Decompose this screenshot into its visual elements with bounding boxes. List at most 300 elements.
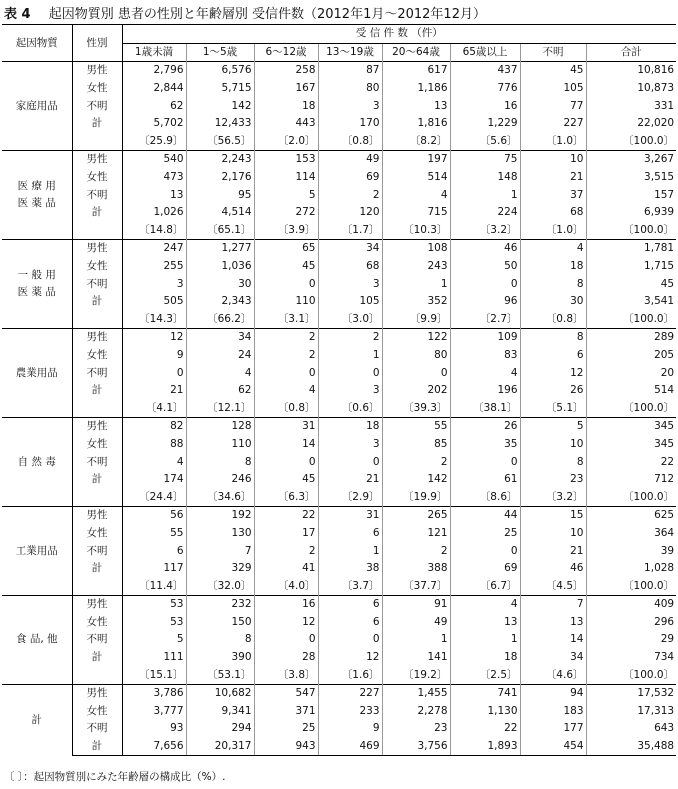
- value-cell: 〔11.4〕: [122, 577, 186, 595]
- value-cell: 77: [520, 97, 586, 115]
- value-cell: 547: [254, 684, 318, 702]
- value-cell: 〔3.7〕: [318, 577, 382, 595]
- value-cell: 2: [318, 186, 382, 204]
- value-cell: 46: [450, 240, 520, 258]
- value-cell: 〔9.9〕: [382, 311, 450, 329]
- table-row: [2, 525, 676, 543]
- table-row: [2, 399, 676, 417]
- value-cell: 3: [318, 382, 382, 400]
- value-cell: 1,026: [122, 204, 186, 222]
- value-cell: 44: [450, 507, 520, 525]
- value-cell: 〔3.9〕: [254, 222, 318, 240]
- value-cell: 1: [318, 542, 382, 560]
- value-cell: 6,576: [186, 62, 254, 80]
- substance-name-line: 一 般 用: [17, 269, 56, 282]
- value-cell: 2,243: [186, 151, 254, 169]
- sex-cell: 女性: [72, 703, 122, 721]
- substance-group-label: [2, 684, 72, 755]
- value-cell: 514: [382, 169, 450, 187]
- value-cell: 108: [382, 240, 450, 258]
- table-row: [2, 471, 676, 489]
- value-cell: 〔4.0〕: [254, 577, 318, 595]
- value-cell: 505: [122, 293, 186, 311]
- value-cell: 715: [382, 204, 450, 222]
- value-cell: 〔4.6〕: [520, 666, 586, 684]
- value-cell: 〔6.3〕: [254, 488, 318, 506]
- value-cell: 68: [520, 204, 586, 222]
- value-cell: 17,532: [586, 684, 676, 702]
- value-cell: 〔2.0〕: [254, 133, 318, 151]
- sex-cell: 計: [72, 471, 122, 489]
- value-cell: 45: [586, 275, 676, 293]
- sex-cell: 女性: [72, 614, 122, 632]
- value-cell: 643: [586, 720, 676, 738]
- value-cell: 〔37.7〕: [382, 577, 450, 595]
- table-row: [2, 151, 676, 169]
- table-row: [2, 169, 676, 187]
- table-row: [2, 62, 676, 80]
- value-cell: 88: [122, 436, 186, 454]
- value-cell: 243: [382, 258, 450, 276]
- value-cell: 3,515: [586, 169, 676, 187]
- sex-header: 性別: [72, 25, 122, 62]
- sex-cell: [72, 222, 122, 240]
- value-cell: 34: [186, 329, 254, 347]
- table-row: [2, 347, 676, 365]
- value-cell: 46: [520, 560, 586, 578]
- value-cell: 0: [254, 364, 318, 382]
- value-cell: 1: [450, 186, 520, 204]
- value-cell: 142: [382, 471, 450, 489]
- value-cell: 289: [586, 329, 676, 347]
- value-cell: 26: [520, 382, 586, 400]
- value-cell: 〔1.6〕: [318, 666, 382, 684]
- sex-cell: 計: [72, 115, 122, 133]
- value-cell: 227: [318, 684, 382, 702]
- table-row: [2, 666, 676, 684]
- value-cell: 12: [318, 649, 382, 667]
- value-cell: 〔65.1〕: [186, 222, 254, 240]
- value-cell: 3,756: [382, 738, 450, 756]
- age-column-header: 6～12歳: [254, 43, 318, 62]
- substance-group-label: [2, 240, 72, 329]
- value-cell: 196: [450, 382, 520, 400]
- value-cell: 12: [122, 329, 186, 347]
- value-cell: 0: [122, 364, 186, 382]
- value-cell: 〔2.7〕: [450, 311, 520, 329]
- substance-group-label: [2, 507, 72, 596]
- value-cell: 〔3.8〕: [254, 666, 318, 684]
- value-cell: 5,715: [186, 80, 254, 98]
- value-cell: 1,893: [450, 738, 520, 756]
- value-cell: 1,715: [586, 258, 676, 276]
- value-cell: 625: [586, 507, 676, 525]
- table-row: [2, 596, 676, 614]
- table-row: [2, 684, 676, 702]
- sex-cell: 男性: [72, 62, 122, 80]
- value-cell: 3,541: [586, 293, 676, 311]
- value-cell: 247: [122, 240, 186, 258]
- value-cell: 0: [318, 453, 382, 471]
- value-cell: 69: [450, 560, 520, 578]
- value-cell: 8: [186, 453, 254, 471]
- value-cell: 4: [122, 453, 186, 471]
- sex-cell: 不明: [72, 720, 122, 738]
- sex-cell: 不明: [72, 542, 122, 560]
- table-row: [2, 507, 676, 525]
- age-column-header: 1～5歳: [186, 43, 254, 62]
- value-cell: 232: [186, 596, 254, 614]
- value-cell: 6: [318, 596, 382, 614]
- substance-group-label: [2, 596, 72, 685]
- value-cell: 352: [382, 293, 450, 311]
- sex-cell: 計: [72, 382, 122, 400]
- value-cell: 20: [586, 364, 676, 382]
- table-number: 表 4: [4, 7, 31, 22]
- value-cell: 4,514: [186, 204, 254, 222]
- value-cell: 31: [254, 418, 318, 436]
- value-cell: 〔2.5〕: [450, 666, 520, 684]
- sex-cell: 不明: [72, 631, 122, 649]
- value-cell: 227: [520, 115, 586, 133]
- value-cell: 3,267: [586, 151, 676, 169]
- value-cell: 1,781: [586, 240, 676, 258]
- value-cell: 41: [254, 560, 318, 578]
- value-cell: 364: [586, 525, 676, 543]
- value-cell: 6: [520, 347, 586, 365]
- value-cell: 26: [450, 418, 520, 436]
- value-cell: 12: [254, 614, 318, 632]
- value-cell: 473: [122, 169, 186, 187]
- value-cell: 617: [382, 62, 450, 80]
- age-column-header: 不明: [520, 43, 586, 62]
- value-cell: 〔5.6〕: [450, 133, 520, 151]
- value-cell: 514: [586, 382, 676, 400]
- value-cell: 13: [382, 97, 450, 115]
- value-cell: 96: [450, 293, 520, 311]
- sex-cell: 不明: [72, 97, 122, 115]
- value-cell: 56: [122, 507, 186, 525]
- value-cell: 5: [122, 631, 186, 649]
- value-cell: 2,176: [186, 169, 254, 187]
- substance-name-line: 自 然 毒: [17, 455, 56, 468]
- value-cell: 148: [450, 169, 520, 187]
- value-cell: 9: [122, 347, 186, 365]
- received-header: 受 信 件 数 （件）: [122, 25, 676, 44]
- table-row: [2, 577, 676, 595]
- value-cell: 469: [318, 738, 382, 756]
- value-cell: 3,786: [122, 684, 186, 702]
- value-cell: 150: [186, 614, 254, 632]
- value-cell: 943: [254, 738, 318, 756]
- value-cell: 〔3.2〕: [450, 222, 520, 240]
- value-cell: 28: [254, 649, 318, 667]
- value-cell: 1,130: [450, 703, 520, 721]
- value-cell: 93: [122, 720, 186, 738]
- substance-group-label: [2, 62, 72, 151]
- value-cell: 24: [186, 347, 254, 365]
- value-cell: 83: [450, 347, 520, 365]
- value-cell: 22: [254, 507, 318, 525]
- value-cell: 734: [586, 649, 676, 667]
- value-cell: 2: [382, 542, 450, 560]
- value-cell: 5: [520, 418, 586, 436]
- age-column-header: 13～19歳: [318, 43, 382, 62]
- value-cell: 2,796: [122, 62, 186, 80]
- value-cell: 21: [122, 382, 186, 400]
- substance-name-line: 農業用品: [15, 366, 58, 379]
- value-cell: 128: [186, 418, 254, 436]
- value-cell: 〔53.1〕: [186, 666, 254, 684]
- sex-cell: 女性: [72, 258, 122, 276]
- value-cell: 23: [520, 471, 586, 489]
- value-cell: 0: [254, 275, 318, 293]
- value-cell: 14: [254, 436, 318, 454]
- value-cell: 454: [520, 738, 586, 756]
- value-cell: 〔100.0〕: [586, 133, 676, 151]
- value-cell: 18: [318, 418, 382, 436]
- table-row: [2, 560, 676, 578]
- value-cell: 80: [318, 80, 382, 98]
- value-cell: 87: [318, 62, 382, 80]
- value-cell: 120: [318, 204, 382, 222]
- sex-cell: 男性: [72, 151, 122, 169]
- sex-cell: 男性: [72, 684, 122, 702]
- table-row: [2, 115, 676, 133]
- value-cell: 183: [520, 703, 586, 721]
- value-cell: 192: [186, 507, 254, 525]
- value-cell: 21: [520, 542, 586, 560]
- value-cell: 1,036: [186, 258, 254, 276]
- value-cell: 〔56.5〕: [186, 133, 254, 151]
- sex-cell: 女性: [72, 80, 122, 98]
- value-cell: 10: [520, 151, 586, 169]
- value-cell: 157: [586, 186, 676, 204]
- value-cell: 18: [450, 649, 520, 667]
- value-cell: 712: [586, 471, 676, 489]
- value-cell: 〔1.0〕: [520, 133, 586, 151]
- value-cell: 153: [254, 151, 318, 169]
- value-cell: 〔4.5〕: [520, 577, 586, 595]
- value-cell: 16: [450, 97, 520, 115]
- value-cell: 61: [450, 471, 520, 489]
- sex-cell: 不明: [72, 186, 122, 204]
- value-cell: 45: [254, 471, 318, 489]
- value-cell: 〔10.3〕: [382, 222, 450, 240]
- value-cell: 2: [254, 329, 318, 347]
- age-column-header: 合計: [586, 43, 676, 62]
- value-cell: 37: [520, 186, 586, 204]
- value-cell: 53: [122, 596, 186, 614]
- sex-cell: 男性: [72, 418, 122, 436]
- value-cell: 〔1.0〕: [520, 222, 586, 240]
- value-cell: 7,656: [122, 738, 186, 756]
- value-cell: 〔6.7〕: [450, 577, 520, 595]
- value-cell: 10,816: [586, 62, 676, 80]
- sex-cell: 計: [72, 560, 122, 578]
- table-row: [2, 703, 676, 721]
- value-cell: 8: [186, 631, 254, 649]
- value-cell: 2,343: [186, 293, 254, 311]
- table-row: [2, 97, 676, 115]
- sex-cell: 計: [72, 649, 122, 667]
- sex-cell: [72, 488, 122, 506]
- value-cell: 〔100.0〕: [586, 666, 676, 684]
- value-cell: 〔8.6〕: [450, 488, 520, 506]
- value-cell: 17: [254, 525, 318, 543]
- value-cell: 38: [318, 560, 382, 578]
- value-cell: 3: [318, 97, 382, 115]
- value-cell: 0: [382, 364, 450, 382]
- sex-cell: [72, 666, 122, 684]
- value-cell: 205: [586, 347, 676, 365]
- value-cell: 〔19.9〕: [382, 488, 450, 506]
- value-cell: 〔100.0〕: [586, 577, 676, 595]
- value-cell: 540: [122, 151, 186, 169]
- value-cell: 170: [318, 115, 382, 133]
- value-cell: 12,433: [186, 115, 254, 133]
- table-caption: 起因物質別 患者の性別と年齢層別 受信件数（2012年1月～2012年12月）: [48, 7, 486, 22]
- value-cell: 2: [254, 542, 318, 560]
- value-cell: 142: [186, 97, 254, 115]
- value-cell: 246: [186, 471, 254, 489]
- sex-cell: 不明: [72, 275, 122, 293]
- substance-name-line: 食 品, 他: [15, 633, 58, 646]
- footnote: 〔 〕：起因物質別にみた年齢層の構成比（%）.: [4, 771, 226, 783]
- table-row: [2, 488, 676, 506]
- value-cell: 4: [450, 596, 520, 614]
- sex-cell: 女性: [72, 436, 122, 454]
- value-cell: 〔2.9〕: [318, 488, 382, 506]
- table-row: [2, 133, 676, 151]
- sex-cell: 計: [72, 293, 122, 311]
- table-row: [2, 80, 676, 98]
- table-row: [2, 453, 676, 471]
- value-cell: 345: [586, 436, 676, 454]
- value-cell: 94: [520, 684, 586, 702]
- substance-group-label: [2, 418, 72, 507]
- substance-name-line: 工業用品: [15, 544, 58, 557]
- table-row: [2, 204, 676, 222]
- substance-group-label: [2, 329, 72, 418]
- value-cell: 10,873: [586, 80, 676, 98]
- value-cell: 105: [520, 80, 586, 98]
- value-cell: 〔38.1〕: [450, 399, 520, 417]
- value-cell: 31: [318, 507, 382, 525]
- value-cell: 〔100.0〕: [586, 311, 676, 329]
- value-cell: 117: [122, 560, 186, 578]
- value-cell: 443: [254, 115, 318, 133]
- value-cell: 1,186: [382, 80, 450, 98]
- value-cell: 80: [382, 347, 450, 365]
- value-cell: 〔100.0〕: [586, 399, 676, 417]
- value-cell: 2,278: [382, 703, 450, 721]
- value-cell: 0: [318, 364, 382, 382]
- value-cell: 121: [382, 525, 450, 543]
- value-cell: 12: [520, 364, 586, 382]
- sex-cell: 男性: [72, 596, 122, 614]
- value-cell: 9,341: [186, 703, 254, 721]
- value-cell: 1,229: [450, 115, 520, 133]
- value-cell: 〔14.8〕: [122, 222, 186, 240]
- value-cell: 0: [450, 453, 520, 471]
- table-row: [2, 382, 676, 400]
- value-cell: 25: [254, 720, 318, 738]
- value-cell: 202: [382, 382, 450, 400]
- substance-name-line: 計: [31, 713, 42, 726]
- value-cell: 95: [186, 186, 254, 204]
- value-cell: 10,682: [186, 684, 254, 702]
- value-cell: 437: [450, 62, 520, 80]
- value-cell: 8: [520, 275, 586, 293]
- value-cell: 1,277: [186, 240, 254, 258]
- table-row: [2, 329, 676, 347]
- value-cell: 331: [586, 97, 676, 115]
- value-cell: 296: [586, 614, 676, 632]
- value-cell: 741: [450, 684, 520, 702]
- age-column-header: 20～64歳: [382, 43, 450, 62]
- value-cell: 68: [318, 258, 382, 276]
- value-cell: 255: [122, 258, 186, 276]
- sex-cell: [72, 311, 122, 329]
- value-cell: 〔8.2〕: [382, 133, 450, 151]
- value-cell: 3: [318, 275, 382, 293]
- value-cell: 1,028: [586, 560, 676, 578]
- value-cell: 1,816: [382, 115, 450, 133]
- value-cell: 130: [186, 525, 254, 543]
- value-cell: 272: [254, 204, 318, 222]
- value-cell: 34: [318, 240, 382, 258]
- value-cell: 〔14.3〕: [122, 311, 186, 329]
- value-cell: 177: [520, 720, 586, 738]
- value-cell: 45: [520, 62, 586, 80]
- value-cell: 4: [254, 382, 318, 400]
- value-cell: 30: [186, 275, 254, 293]
- table-row: [2, 275, 676, 293]
- value-cell: 265: [382, 507, 450, 525]
- value-cell: 15: [520, 507, 586, 525]
- value-cell: 55: [122, 525, 186, 543]
- value-cell: 〔5.1〕: [520, 399, 586, 417]
- table-row: [2, 258, 676, 276]
- value-cell: 69: [318, 169, 382, 187]
- value-cell: 345: [586, 418, 676, 436]
- value-cell: 14: [520, 631, 586, 649]
- value-cell: 82: [122, 418, 186, 436]
- value-cell: 17,313: [586, 703, 676, 721]
- value-cell: 141: [382, 649, 450, 667]
- value-cell: 29: [586, 631, 676, 649]
- value-cell: 〔66.2〕: [186, 311, 254, 329]
- value-cell: 65: [254, 240, 318, 258]
- value-cell: 1: [382, 275, 450, 293]
- value-cell: 10: [520, 436, 586, 454]
- value-cell: 〔24.4〕: [122, 488, 186, 506]
- value-cell: 62: [122, 97, 186, 115]
- value-cell: 75: [450, 151, 520, 169]
- value-cell: 22,020: [586, 115, 676, 133]
- sex-cell: 女性: [72, 169, 122, 187]
- value-cell: 1,455: [382, 684, 450, 702]
- value-cell: 0: [254, 453, 318, 471]
- table-row: [2, 418, 676, 436]
- age-column-header: 65歳以上: [450, 43, 520, 62]
- value-cell: 91: [382, 596, 450, 614]
- sex-cell: 女性: [72, 525, 122, 543]
- value-cell: 20,317: [186, 738, 254, 756]
- value-cell: 35,488: [586, 738, 676, 756]
- substance-name-line: 家庭用品: [15, 99, 58, 112]
